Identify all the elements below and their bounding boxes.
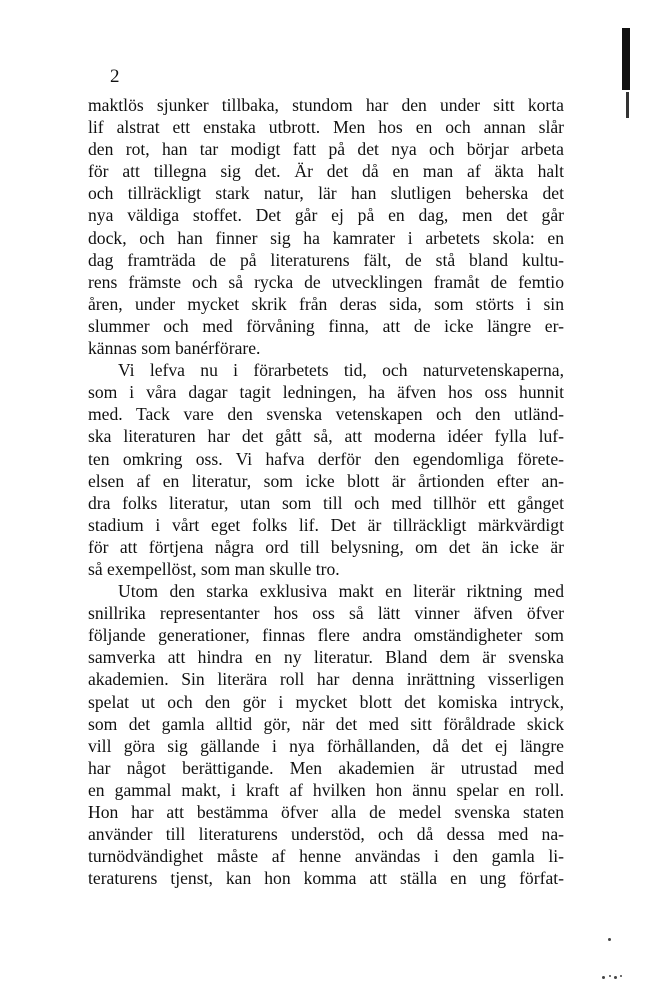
text-line: Hon har att bestämma öfver alla de medel svenska staten — [88, 802, 564, 822]
text-line: som det gamla alltid gör, när det med sitt föråldrade skick — [88, 713, 564, 734]
text-line: samverka att hindra en ny literatur. Bland dem är svenska — [88, 647, 564, 668]
text-line: den rot, han tar modigt fatt på det nya och börjar arbeta — [88, 139, 564, 160]
text-line: dra folks literatur, utan som till och med tillhör ett gånget — [88, 492, 564, 513]
text-line: med. Tack vare den svenska vetenskapen och den utländ- — [88, 404, 564, 425]
text-line: stadium i vårt eget folks lif. Det är tillräckligt märkvärdigt — [88, 514, 564, 535]
text-line: ten omkring oss. Vi hafva derför den egendomliga förete- — [88, 448, 564, 469]
paragraph — [88, 359, 564, 580]
text-line: har något berättigande. Men akademien är utrustad med — [88, 757, 564, 778]
scan-speck — [602, 976, 605, 979]
text-line: som i våra dagar tagit ledningen, ha äfven hos oss hunnit — [88, 382, 564, 403]
scan-speck — [609, 975, 611, 977]
text-line: ska literaturen har det gått så, att moderna idéer fylla luf- — [88, 426, 564, 447]
text-line: elsen af en literatur, som icke blott är årtionden efter an- — [88, 470, 564, 491]
page-edge-mark — [622, 28, 630, 90]
text-line: akademien. Sin literära roll har denna inrättning visserligen — [88, 669, 564, 690]
text-line: turnödvändighet måste af henne användas i den gamla li- — [88, 846, 564, 867]
text-line: nya väldiga stoffet. Det går ej på en dag, men det går — [88, 205, 564, 226]
scan-speck — [620, 975, 622, 977]
text-line: Vi lefva nu i förarbetets tid, och naturvetenskaperna, — [118, 360, 564, 381]
text-line: och tillräckligt stark natur, lär han slutligen beherska det — [88, 183, 564, 204]
text-line: slummer och med förvåning finna, att de icke längre er- — [88, 315, 564, 336]
text-line: lif alstrat ett enstaka utbrott. Men hos en och annan slår — [88, 117, 564, 138]
scan-speck — [614, 976, 617, 979]
text-line: rens främste och så rycka de utvecklingen framåt de femtio — [88, 271, 564, 292]
text-line: så exempellöst, som man skulle tro. — [88, 558, 340, 579]
text-line: spelat ut och den gör i mycket blott det komiska intryck, — [88, 691, 564, 712]
paragraph — [88, 94, 564, 359]
text-line: vill göra sig gällande i nya förhållanden, då det ej längre — [88, 735, 564, 756]
text-line: Utom den starka exklusiva makt en literär riktning med — [118, 581, 564, 602]
text-line: använder till literaturens understöd, och då dessa med na- — [88, 824, 564, 845]
body-text — [88, 94, 564, 889]
scan-speck — [608, 938, 611, 941]
text-line: en gammal makt, i kraft af hvilken hon ännu spelar en roll. — [88, 779, 564, 800]
text-line: åren, under mycket skrik från deras sida, som störts i sin — [88, 293, 564, 314]
text-line: teraturens tjenst, kan hon komma att ställa en ung förfat- — [88, 868, 564, 889]
page-edge-mark-small — [626, 92, 629, 118]
text-line: dock, och han finner sig ha kamrater i arbetets skola: en — [88, 227, 564, 248]
text-line: maktlös sjunker tillbaka, stundom har den under sitt korta — [88, 95, 564, 115]
paragraph — [88, 580, 564, 889]
text-line: för att förtjena några ord till belysning, om det än icke är — [88, 536, 564, 557]
page-number: 2 — [110, 66, 120, 87]
text-line: snillrika representanter hos oss så lätt vinner äfven öfver — [88, 603, 564, 624]
text-line: dag framträda de på literaturens fält, de stå bland kultu- — [88, 249, 564, 270]
text-line: kännas som banérförare. — [88, 338, 261, 359]
text-line: för att tillegna sig det. Är det då en man af äkta halt — [88, 161, 564, 182]
text-line: följande generationer, finnas flere andra omständigheter som — [88, 625, 564, 646]
